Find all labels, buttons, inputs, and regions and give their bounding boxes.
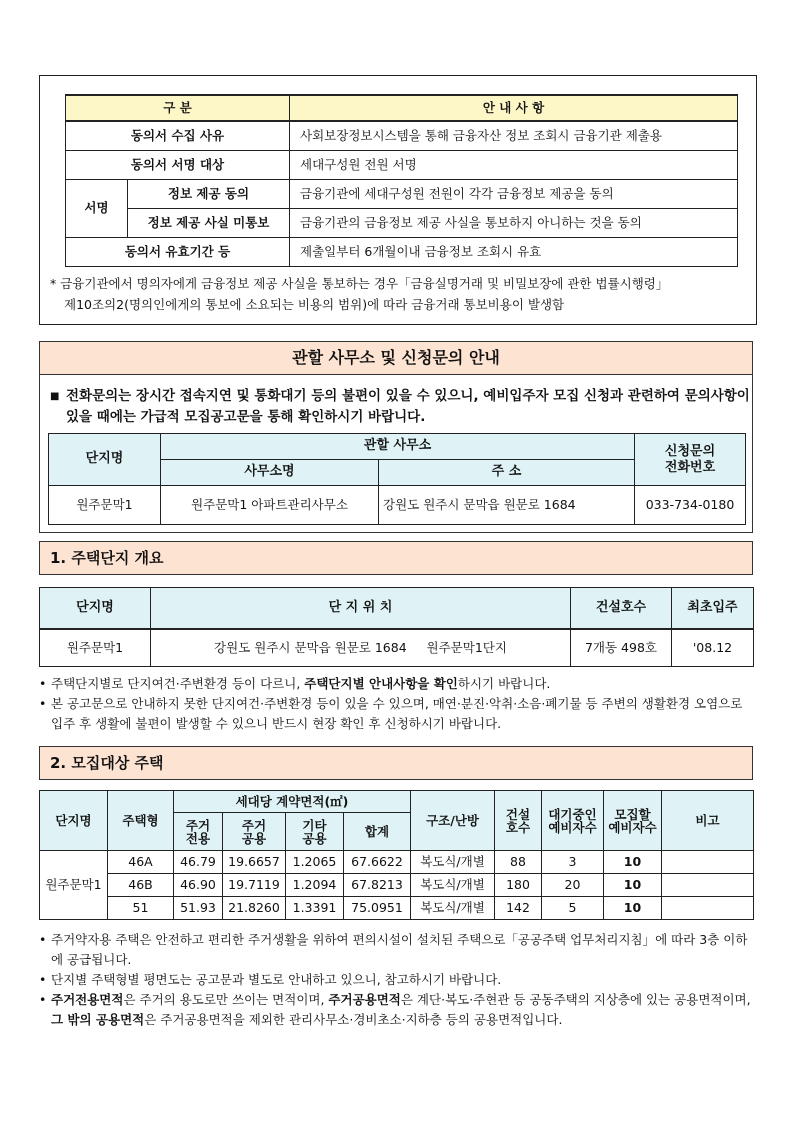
table-row — [40, 629, 754, 667]
consent-row-label: 동의서 수집 사유 — [66, 121, 290, 151]
complex-header-units: 건설호수 — [571, 588, 672, 630]
housing-exclusive: 51.93 — [174, 897, 223, 920]
bullet-icon: • — [39, 696, 47, 711]
housing-structure: 복도식/개별 — [411, 874, 495, 897]
bullet-icon: • — [39, 992, 47, 1007]
consent-header-info: 안 내 사 항 — [290, 95, 738, 121]
complex-name: 원주문막1 — [40, 629, 151, 667]
table-row — [40, 897, 754, 920]
housing-units: 142 — [495, 897, 542, 920]
consent-sign-group: 서명 — [66, 180, 128, 238]
office-notice — [50, 386, 760, 428]
list-item: • 주택단지별로 단지여건·주변환경 등이 다르니, 주택단지별 안내사항을 확인하시기 바랍니다. — [39, 674, 755, 694]
housing-header-row — [40, 791, 754, 813]
table-row — [66, 180, 738, 209]
complex-location: 강원도 원주시 문막읍 원문로 1684 원주문막1단지 — [151, 629, 571, 667]
consent-row-label: 정보 제공 사실 미통보 — [128, 209, 290, 238]
consent-table — [65, 94, 738, 267]
housing-header-type: 주택형 — [108, 791, 174, 851]
office-address: 강원도 원주시 문막읍 원문로 1684 — [379, 486, 635, 525]
housing-recruit: 10 — [604, 897, 662, 920]
list-item: • 본 공고문으로 안내하지 못한 단지여건·주변환경 등이 있을 수 있으며, 매연·분진·악취·소음·폐기물 등 주변의 생활환경 오염으로 입주 후 생활에 불편이 발생할 수 있으니 반드시 현장 확인 후 신청하시기 바랍니다. — [39, 696, 743, 731]
housing-total: 75.0951 — [344, 897, 411, 920]
housing-common: 19.7119 — [223, 874, 286, 897]
housing-type: 51 — [108, 897, 174, 920]
office-section-title: 관할 사무소 및 신청문의 안내 — [40, 342, 752, 375]
bullet-icon: • — [39, 972, 47, 987]
bullet-icon: • — [39, 676, 47, 691]
list-item: • 주거약자용 주택은 안전하고 편리한 주거생활을 위하여 편의시설이 설치된 주택으로「공공주택 업무처리지침」에 따라 3층 이하에 공급됩니다. — [39, 932, 748, 967]
list-item: • 주거전용면적은 주거의 용도로만 쓰이는 면적이며, 주거공용면적은 계단·복도·주현관 등 공동주택의 지상층에 있는 공용면적이며, 그 밖의 공용면적은 주거공용면적을 제외한 관리사무소·경비초소·지하층 등의 공용면적입니다. — [39, 992, 751, 1027]
housing-other: 1.2094 — [286, 874, 344, 897]
section-1-notes — [39, 674, 755, 734]
bullet-icon: • — [39, 932, 47, 947]
housing-complex: 원주문막1 — [40, 851, 108, 920]
housing-units: 88 — [495, 851, 542, 874]
complex-header-first-move: 최초입주 — [672, 588, 754, 630]
consent-footnote — [50, 273, 750, 315]
office-header-phone: 신청문의 전화번호 — [635, 434, 746, 486]
housing-total: 67.8213 — [344, 874, 411, 897]
consent-row-value: 사회보장정보시스템을 통해 금융자산 정보 조회시 금융기관 제출용 — [290, 121, 738, 151]
housing-remarks — [662, 897, 754, 920]
notice-square-icon: ■ — [50, 391, 60, 402]
housing-common: 19.6657 — [223, 851, 286, 874]
housing-total: 67.6622 — [344, 851, 411, 874]
housing-structure: 복도식/개별 — [411, 897, 495, 920]
complex-header-location: 단 지 위 치 — [151, 588, 571, 630]
housing-remarks — [662, 874, 754, 897]
complex-overview-table — [39, 587, 754, 667]
housing-header-waiting: 대기중인 예비자수 — [542, 791, 604, 851]
table-row — [66, 151, 738, 180]
housing-waiting: 5 — [542, 897, 604, 920]
housing-waiting: 20 — [542, 874, 604, 897]
list-item: • 단지별 주택형별 평면도는 공고문과 별도로 안내하고 있으니, 참고하시기 바랍니다. — [39, 970, 755, 990]
table-row — [66, 209, 738, 238]
housing-waiting: 3 — [542, 851, 604, 874]
housing-table — [39, 790, 754, 920]
table-row — [40, 851, 754, 874]
section-2-title: 2. 모집대상 주택 — [39, 746, 753, 780]
consent-header-category: 구 분 — [66, 95, 290, 121]
table-row — [66, 238, 738, 267]
housing-other: 1.3391 — [286, 897, 344, 920]
housing-header-other: 기타 공용 — [286, 813, 344, 851]
office-header-group: 관할 사무소 — [161, 434, 635, 460]
complex-first-move: '08.12 — [672, 629, 754, 667]
housing-common: 21.8260 — [223, 897, 286, 920]
housing-exclusive: 46.90 — [174, 874, 223, 897]
section-2-notes — [39, 930, 755, 1030]
footnote-mark: * — [50, 276, 57, 291]
complex-units: 7개동 498호 — [571, 629, 672, 667]
consent-row-label: 정보 제공 동의 — [128, 180, 290, 209]
housing-structure: 복도식/개별 — [411, 851, 495, 874]
office-header-office-name: 사무소명 — [161, 460, 379, 486]
housing-header-structure: 구조/난방 — [411, 791, 495, 851]
housing-header-area: 세대당 계약면적(㎡) — [174, 791, 411, 813]
housing-header-common: 주거 공용 — [223, 813, 286, 851]
consent-header-row — [66, 95, 738, 121]
housing-header-total: 합계 — [344, 813, 411, 851]
housing-recruit: 10 — [604, 851, 662, 874]
complex-header-name: 단지명 — [40, 588, 151, 630]
housing-header-remarks: 비고 — [662, 791, 754, 851]
housing-type: 46B — [108, 874, 174, 897]
office-header-address: 주 소 — [379, 460, 635, 486]
consent-row-value: 금융기관에 세대구성원 전원이 각각 금융정보 제공을 동의 — [290, 180, 738, 209]
office-table — [48, 433, 746, 525]
office-phone: 033-734-0180 — [635, 486, 746, 525]
housing-header-exclusive: 주거 전용 — [174, 813, 223, 851]
footnote-line-2: 제10조의2(명의인에게의 통보에 소요되는 비용의 범위)에 따라 금융거래 통보비용이 발생함 — [64, 297, 565, 312]
housing-header-complex: 단지명 — [40, 791, 108, 851]
footnote-line-1: 금융기관에서 명의자에게 금융정보 제공 사실을 통보하는 경우「금융실명거래 및 비밀보장에 관한 법률시행령」 — [60, 276, 669, 291]
consent-row-label: 동의서 유효기간 등 — [66, 238, 290, 267]
consent-section — [39, 75, 757, 325]
housing-header-recruit: 모집할 예비자수 — [604, 791, 662, 851]
housing-remarks — [662, 851, 754, 874]
office-name: 원주문막1 아파트관리사무소 — [161, 486, 379, 525]
housing-other: 1.2065 — [286, 851, 344, 874]
consent-row-value: 금융기관의 금융정보 제공 사실을 통보하지 아니하는 것을 동의 — [290, 209, 738, 238]
complex-header-row — [40, 588, 754, 630]
office-complex: 원주문막1 — [49, 486, 161, 525]
housing-exclusive: 46.79 — [174, 851, 223, 874]
housing-recruit: 10 — [604, 874, 662, 897]
consent-row-label: 동의서 서명 대상 — [66, 151, 290, 180]
office-header-row — [49, 434, 746, 460]
housing-type: 46A — [108, 851, 174, 874]
section-1-title: 1. 주택단지 개요 — [39, 541, 753, 575]
office-section — [39, 341, 753, 533]
consent-row-value: 제출일부터 6개월이내 금융정보 조회시 유효 — [290, 238, 738, 267]
table-row — [40, 874, 754, 897]
housing-header-units: 건설 호수 — [495, 791, 542, 851]
table-row — [66, 121, 738, 151]
office-header-complex: 단지명 — [49, 434, 161, 486]
table-row — [49, 486, 746, 525]
office-notice-text: 전화문의는 장시간 접속지연 및 통화대기 등의 불편이 있을 수 있으니, 예비입주자 모집 신청과 관련하여 문의사항이 있을 때에는 가급적 모집공고문을 통해 확인하시기 바랍니다. — [66, 388, 750, 425]
consent-row-value: 세대구성원 전원 서명 — [290, 151, 738, 180]
housing-units: 180 — [495, 874, 542, 897]
